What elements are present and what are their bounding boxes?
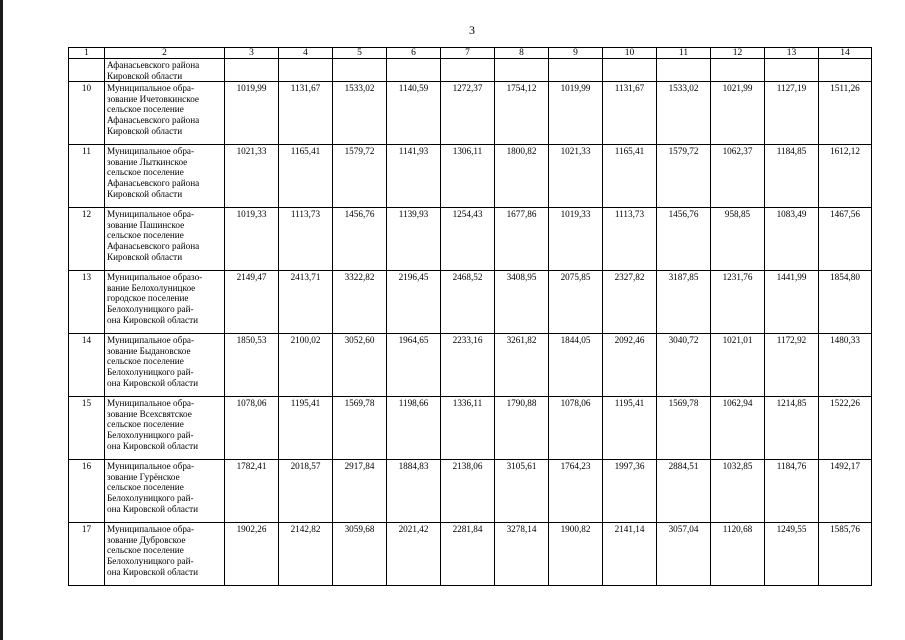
value-cell: 1019,99 xyxy=(225,82,279,145)
page-number: 3 xyxy=(469,23,475,37)
municipality-name-line: сельское поселение xyxy=(107,104,184,115)
column-header: 1 xyxy=(69,48,105,59)
value-cell xyxy=(333,59,387,82)
value-cell: 1113,73 xyxy=(279,208,333,271)
value-cell xyxy=(387,59,441,82)
municipality-name-line: городское поселение xyxy=(107,293,189,304)
value-cell: 1511,26 xyxy=(819,82,872,145)
value-cell: 1172,92 xyxy=(765,334,819,397)
value-cell: 2281,84 xyxy=(441,523,495,586)
value-cell: 1844,05 xyxy=(549,334,603,397)
value-cell: 1078,06 xyxy=(225,397,279,460)
column-header: 9 xyxy=(549,48,603,59)
municipality-name-line: Афанасьевского района xyxy=(107,114,200,125)
table-row xyxy=(69,397,872,460)
value-cell: 1254,43 xyxy=(441,208,495,271)
value-cell: 1019,33 xyxy=(225,208,279,271)
value-cell xyxy=(549,59,603,82)
value-cell: 1456,76 xyxy=(657,208,711,271)
municipality-name-line: Муниципальное образо- xyxy=(107,272,203,283)
municipality-name-line: сельское поселение xyxy=(107,545,184,556)
value-cell: 3105,61 xyxy=(495,460,549,523)
value-cell: 3408,95 xyxy=(495,271,549,334)
row-number: 12 xyxy=(69,208,105,271)
value-cell: 1249,55 xyxy=(765,523,819,586)
municipality-name-line: Муниципальное обра- xyxy=(107,335,195,346)
column-header: 14 xyxy=(819,48,872,59)
value-cell: 1165,41 xyxy=(279,145,333,208)
municipality-name-line: сельское поселение xyxy=(107,230,184,241)
column-header: 2 xyxy=(105,48,225,59)
municipality-name-line: Муниципальное обра- xyxy=(107,146,195,157)
row-number: 16 xyxy=(69,460,105,523)
value-cell: 1120,68 xyxy=(711,523,765,586)
value-cell xyxy=(495,59,549,82)
value-cell: 1441,99 xyxy=(765,271,819,334)
municipality-name-line: Кировской области xyxy=(107,188,183,199)
value-cell xyxy=(765,59,819,82)
value-cell: 1141,93 xyxy=(387,145,441,208)
row-number: 11 xyxy=(69,145,105,208)
municipality-name-line: Афанасьевского района xyxy=(107,177,200,188)
page-edge-bar xyxy=(0,0,3,640)
municipality-name-line: зование Пашинское xyxy=(107,219,185,230)
value-cell: 1214,85 xyxy=(765,397,819,460)
value-cell: 2138,06 xyxy=(441,460,495,523)
value-cell: 1336,11 xyxy=(441,397,495,460)
municipality-name-line: вание Белохолуницкое xyxy=(107,282,196,293)
value-cell: 1184,85 xyxy=(765,145,819,208)
value-cell: 1019,99 xyxy=(549,82,603,145)
value-cell: 2196,45 xyxy=(387,271,441,334)
value-cell: 3040,72 xyxy=(657,334,711,397)
row-number xyxy=(69,59,105,82)
value-cell: 1850,53 xyxy=(225,334,279,397)
value-cell: 1790,88 xyxy=(495,397,549,460)
value-cell: 1140,59 xyxy=(387,82,441,145)
municipality-name-line: зование Дубровское xyxy=(107,534,186,545)
municipality-name-line: Муниципальное обра- xyxy=(107,524,195,535)
column-header: 6 xyxy=(387,48,441,59)
value-cell: 2018,57 xyxy=(279,460,333,523)
value-cell: 3052,60 xyxy=(333,334,387,397)
value-cell: 1522,26 xyxy=(819,397,872,460)
municipality-name-line: зование Быдановское xyxy=(107,345,191,356)
column-number-row xyxy=(69,48,872,59)
municipality-name-line: зование Гурёнское xyxy=(107,471,180,482)
value-cell: 1456,76 xyxy=(333,208,387,271)
value-cell: 1127,19 xyxy=(765,82,819,145)
row-number: 14 xyxy=(69,334,105,397)
municipality-name-line: Афанасьевского района xyxy=(107,60,200,70)
value-cell: 3322,82 xyxy=(333,271,387,334)
municipality-name xyxy=(105,334,225,397)
table-body xyxy=(69,59,872,586)
value-cell: 1231,76 xyxy=(711,271,765,334)
value-cell: 1021,33 xyxy=(549,145,603,208)
table-header xyxy=(69,48,872,59)
municipality-name-line: сельское поселение xyxy=(107,167,184,178)
municipality-name xyxy=(105,271,225,334)
value-cell: 1585,76 xyxy=(819,523,872,586)
value-cell: 1884,83 xyxy=(387,460,441,523)
value-cell: 1195,41 xyxy=(603,397,657,460)
value-cell: 3057,04 xyxy=(657,523,711,586)
municipality-name-line: Муниципальное обра- xyxy=(107,83,195,94)
value-cell: 1677,86 xyxy=(495,208,549,271)
tariff-table xyxy=(68,47,872,586)
value-cell: 2075,85 xyxy=(549,271,603,334)
municipality-name-line: зование Ичетовкинское xyxy=(107,93,199,104)
municipality-name-line: Кировской области xyxy=(107,251,183,262)
table-row xyxy=(69,82,872,145)
value-cell xyxy=(225,59,279,82)
value-cell: 1272,37 xyxy=(441,82,495,145)
value-cell: 1032,85 xyxy=(711,460,765,523)
municipality-name xyxy=(105,145,225,208)
municipality-name-line: она Кировской области xyxy=(107,503,198,514)
value-cell: 1195,41 xyxy=(279,397,333,460)
column-header: 3 xyxy=(225,48,279,59)
value-cell: 1854,80 xyxy=(819,271,872,334)
table-row xyxy=(69,59,872,82)
value-cell: 1579,72 xyxy=(657,145,711,208)
value-cell: 2092,46 xyxy=(603,334,657,397)
municipality-name-line: Белохолуницкого рай- xyxy=(107,429,194,440)
municipality-name-line: она Кировской области xyxy=(107,314,198,325)
row-number: 17 xyxy=(69,523,105,586)
value-cell: 2021,42 xyxy=(387,523,441,586)
value-cell: 1964,65 xyxy=(387,334,441,397)
value-cell: 3278,14 xyxy=(495,523,549,586)
municipality-name xyxy=(105,460,225,523)
value-cell: 1569,78 xyxy=(333,397,387,460)
value-cell: 1184,76 xyxy=(765,460,819,523)
value-cell: 3261,82 xyxy=(495,334,549,397)
value-cell: 1021,01 xyxy=(711,334,765,397)
table-row xyxy=(69,523,872,586)
value-cell: 1612,12 xyxy=(819,145,872,208)
value-cell: 1113,73 xyxy=(603,208,657,271)
value-cell xyxy=(711,59,765,82)
municipality-name xyxy=(105,208,225,271)
value-cell: 1131,67 xyxy=(603,82,657,145)
value-cell: 1078,06 xyxy=(549,397,603,460)
row-number: 10 xyxy=(69,82,105,145)
value-cell: 1131,67 xyxy=(279,82,333,145)
value-cell: 1569,78 xyxy=(657,397,711,460)
value-cell: 1165,41 xyxy=(603,145,657,208)
municipality-name-line: она Кировской области xyxy=(107,377,198,388)
value-cell xyxy=(441,59,495,82)
municipality-name xyxy=(105,523,225,586)
table-row xyxy=(69,208,872,271)
value-cell: 2233,16 xyxy=(441,334,495,397)
municipality-name-line: она Кировской области xyxy=(107,440,198,451)
municipality-name-line: зование Лыткинское xyxy=(107,156,188,167)
value-cell xyxy=(603,59,657,82)
municipality-name-line: зование Всехсвятское xyxy=(107,408,192,419)
municipality-name-line: Белохолуницкого рай- xyxy=(107,303,194,314)
value-cell: 1480,33 xyxy=(819,334,872,397)
value-cell: 1021,33 xyxy=(225,145,279,208)
value-cell: 1062,37 xyxy=(711,145,765,208)
municipality-name-line: Муниципальное обра- xyxy=(107,209,195,220)
value-cell: 2100,02 xyxy=(279,334,333,397)
value-cell: 958,85 xyxy=(711,208,765,271)
value-cell: 1198,66 xyxy=(387,397,441,460)
value-cell: 1902,26 xyxy=(225,523,279,586)
municipality-name-line: сельское поселение xyxy=(107,419,184,430)
column-header: 12 xyxy=(711,48,765,59)
value-cell: 1782,41 xyxy=(225,460,279,523)
value-cell: 1492,17 xyxy=(819,460,872,523)
municipality-name-line: Белохолуницкого рай- xyxy=(107,366,194,377)
table-row xyxy=(69,460,872,523)
column-header: 8 xyxy=(495,48,549,59)
value-cell: 2884,51 xyxy=(657,460,711,523)
column-header: 5 xyxy=(333,48,387,59)
value-cell: 2327,82 xyxy=(603,271,657,334)
value-cell: 1019,33 xyxy=(549,208,603,271)
row-number: 13 xyxy=(69,271,105,334)
value-cell: 1579,72 xyxy=(333,145,387,208)
value-cell: 1997,36 xyxy=(603,460,657,523)
municipality-name xyxy=(105,82,225,145)
value-cell: 1533,02 xyxy=(333,82,387,145)
municipality-name-line: Кировской области xyxy=(107,70,183,81)
value-cell: 1021,99 xyxy=(711,82,765,145)
municipality-name-line: сельское поселение xyxy=(107,482,184,493)
municipality-name-line: Муниципальное обра- xyxy=(107,398,195,409)
value-cell: 2141,14 xyxy=(603,523,657,586)
value-cell: 2917,84 xyxy=(333,460,387,523)
table-row xyxy=(69,334,872,397)
municipality-name-line: она Кировской области xyxy=(107,566,198,577)
municipality-name xyxy=(105,59,225,82)
row-number: 15 xyxy=(69,397,105,460)
municipality-name-line: Кировской области xyxy=(107,125,183,136)
value-cell: 3059,68 xyxy=(333,523,387,586)
value-cell xyxy=(279,59,333,82)
value-cell: 1533,02 xyxy=(657,82,711,145)
value-cell: 2149,47 xyxy=(225,271,279,334)
value-cell: 1900,82 xyxy=(549,523,603,586)
table-row xyxy=(69,271,872,334)
column-header: 11 xyxy=(657,48,711,59)
municipality-name-line: Афанасьевского района xyxy=(107,240,200,251)
value-cell: 2142,82 xyxy=(279,523,333,586)
municipality-name-line: Белохолуницкого рай- xyxy=(107,555,194,566)
column-header: 13 xyxy=(765,48,819,59)
value-cell: 3187,85 xyxy=(657,271,711,334)
value-cell: 1467,56 xyxy=(819,208,872,271)
column-header: 7 xyxy=(441,48,495,59)
value-cell: 1306,11 xyxy=(441,145,495,208)
column-header: 4 xyxy=(279,48,333,59)
value-cell: 1754,12 xyxy=(495,82,549,145)
value-cell: 1764,23 xyxy=(549,460,603,523)
value-cell: 1800,82 xyxy=(495,145,549,208)
value-cell: 1062,94 xyxy=(711,397,765,460)
value-cell: 2413,71 xyxy=(279,271,333,334)
value-cell: 1083,49 xyxy=(765,208,819,271)
value-cell xyxy=(657,59,711,82)
municipality-name-line: сельское поселение xyxy=(107,356,184,367)
value-cell: 2468,52 xyxy=(441,271,495,334)
table-row xyxy=(69,145,872,208)
municipality-name-line: Муниципальное обра- xyxy=(107,461,195,472)
value-cell xyxy=(819,59,872,82)
municipality-name-line: Белохолуницкого рай- xyxy=(107,492,194,503)
column-header: 10 xyxy=(603,48,657,59)
value-cell: 1139,93 xyxy=(387,208,441,271)
municipality-name xyxy=(105,397,225,460)
